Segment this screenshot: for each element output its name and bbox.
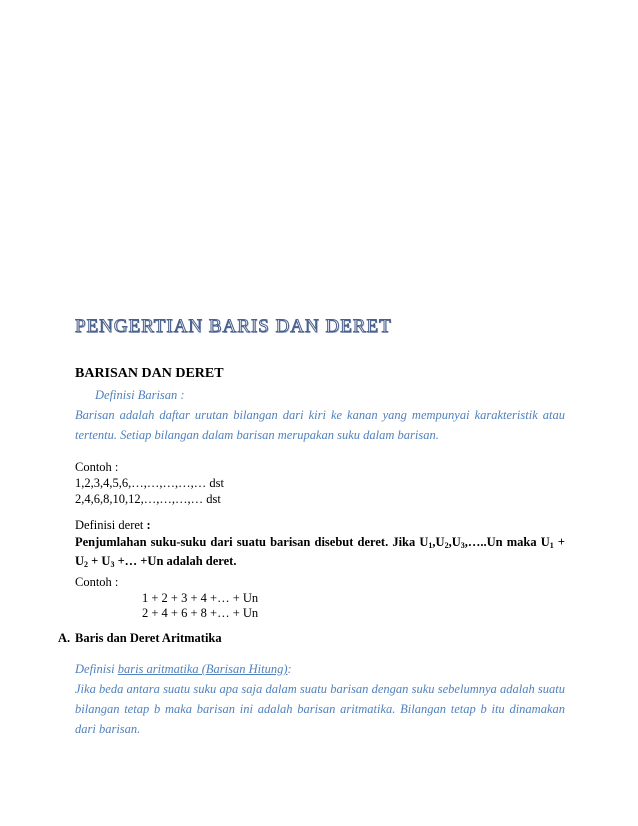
contoh1-line1: 1,2,3,4,5,6,…,…,…,…,… dst (75, 476, 224, 490)
def-deret-fragment: U (75, 554, 85, 568)
def-aritmatika-label-pre: Definisi (75, 662, 118, 676)
contoh2-line2: 2 + 4 + 6 + 8 +… + Un (142, 606, 259, 620)
def-barisan-line1: Barisan adalah daftar urutan bilangan dari kiri ke kanan yang mempunyai karakteristik atau (75, 408, 565, 422)
def-deret-fragment: ,…..Un maka U (464, 535, 550, 549)
def-deret-label (75, 517, 151, 533)
def-deret-line1 (75, 533, 565, 552)
subscript: 3 (460, 541, 465, 550)
def-aritmatika-line3: dari barisan. (75, 722, 141, 736)
def-barisan-line2: tertentu. Setiap bilangan dalam barisan merupakan suku dalam barisan. (75, 428, 439, 442)
def-aritmatika-line2: bilangan tetap b maka barisan ini adalah barisan aritmatika. Bilangan tetap b itu dinamakan (75, 702, 565, 716)
def-deret-line2 (75, 552, 236, 574)
contoh2-label: Contoh : (75, 575, 119, 589)
def-deret-label-colon: : (143, 518, 151, 532)
section-heading: BARISAN DAN DERET (75, 366, 224, 381)
subscript: 1 (549, 541, 554, 550)
page-title: PENGERTIAN BARIS DAN DERET (75, 316, 392, 337)
contoh1-line2: 2,4,6,8,10,12,…,…,…,… dst (75, 492, 221, 506)
def-deret-fragment: ,U (432, 535, 445, 549)
def-aritmatika-label (75, 659, 292, 679)
def-aritmatika-line1: Jika beda antara suatu suku apa saja dalam suatu barisan dengan suku sebelumnya adalah suatu (75, 682, 565, 696)
def-deret-line1-text: Penjumlahan suku-suku dari suatu barisan disebut deret. Jika U (75, 535, 429, 549)
contoh2-line1: 1 + 2 + 3 + 4 +… + Un (142, 591, 259, 605)
def-deret-label-text: Definisi deret (75, 518, 144, 532)
def-deret-fragment: + U (88, 554, 111, 568)
def-barisan-label: Definisi Barisan : (95, 388, 185, 402)
subscript: 1 (428, 541, 433, 550)
subscript: 3 (110, 560, 115, 569)
section-a-title: Baris dan Deret Aritmatika (75, 631, 222, 645)
contoh1-label: Contoh : (75, 460, 119, 474)
subscript: 2 (84, 560, 89, 569)
def-aritmatika-label-post: : (287, 662, 292, 676)
def-deret-fragment: + (553, 535, 565, 549)
baris-aritmatika-link[interactable]: baris aritmatika (Barisan Hitung) (117, 662, 288, 676)
def-deret-fragment: +… +Un adalah deret. (114, 554, 237, 568)
subscript: 2 (444, 541, 449, 550)
section-a-marker: A. (58, 631, 71, 645)
def-deret-fragment: ,U (448, 535, 461, 549)
